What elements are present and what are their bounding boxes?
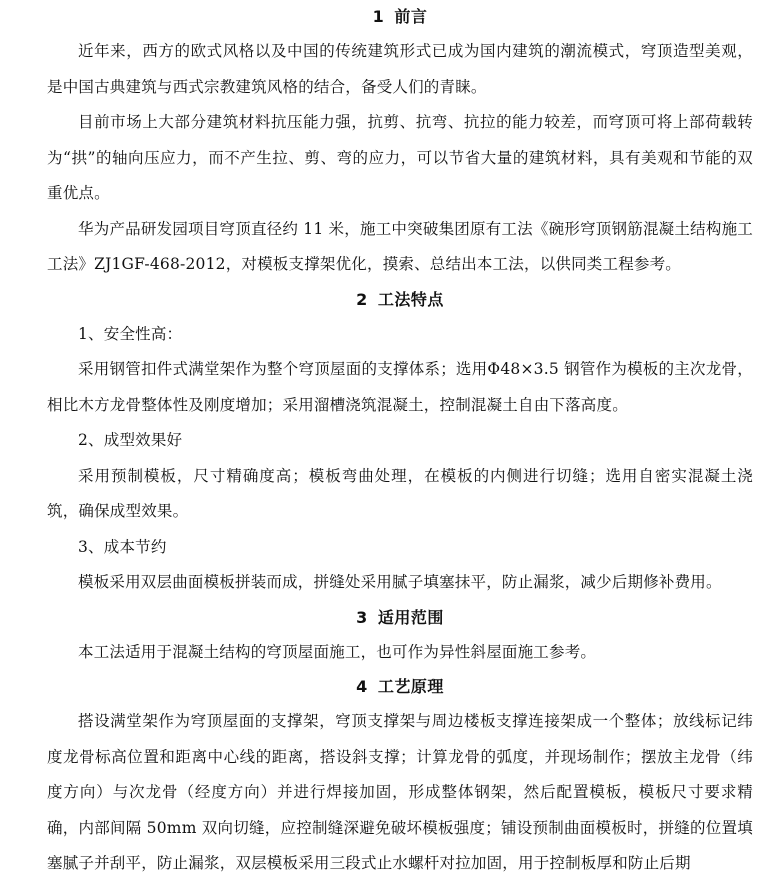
feature-label: 2、成型效果好 xyxy=(78,431,183,449)
section-number: 4 xyxy=(356,677,368,696)
section-heading-principle xyxy=(47,670,753,704)
section-title: 前言 xyxy=(394,7,428,26)
paragraph: 目前市场上大部分建筑材料抗压能力强，抗剪、抗弯、抗拉的能力较差，而穹顶可将上部荷载转为“拱”的轴向压应力，而不产生拉、剪、弯的应力，可以节省大量的建筑材料，具有美观和节能的双重优点。 xyxy=(47,113,753,202)
section-heading-preface xyxy=(47,0,753,34)
document-body xyxy=(47,0,753,882)
paragraph: 本工法适用于混凝土结构的穹顶屋面施工，也可作为异性斜屋面施工参考。 xyxy=(78,642,597,661)
paragraph: 搭设满堂架作为穹顶屋面的支撑架，穹顶支撑架与周边楼板支撑连接架成一个整体；放线标记纬度龙骨标高位置和距离中心线的距离，搭设斜支撑；计算龙骨的弧度，并现场制作；摆放主龙骨（纬度方向）与次龙骨（经度方向）并进行焊接加固，形成整体钢架，然后配置模板，模板尺寸要求精确，内部间隔 50mm 双向切缝，应控制缝深避免破坏模板强度；铺设预制曲面模板时，拼缝的位置填塞腻子并刮平，防止漏浆，双层模板采用三段式止水螺杆对拉加固，用于控制板厚和防止后期 xyxy=(47,712,753,872)
section-title: 工法特点 xyxy=(377,289,444,309)
section-title: 工艺原理 xyxy=(377,677,444,696)
paragraph: 近年来，西方的欧式风格以及中国的传统建筑形式已成为国内建筑的潮流模式，穹顶造型美观，是中国古典建筑与西式宗教建筑风格的结合，备受人们的青睐。 xyxy=(47,42,753,96)
feature-text: 采用钢管扣件式满堂架作为整个穹顶屋面的支撑体系；选用Φ48×3.5 钢管作为模板的主次龙骨，相比木方龙骨整体性及刚度增加；采用溜槽浇筑混凝土，控制混凝土自由下落高度。 xyxy=(47,360,753,414)
section-title: 适用范围 xyxy=(377,607,444,627)
feature-label: 1、安全性高： xyxy=(78,324,183,343)
section-number: 1 xyxy=(372,7,385,26)
section-number: 2 xyxy=(356,289,368,309)
section-heading-features xyxy=(47,283,753,317)
feature-text: 模板采用双层曲面模板拼装而成，拼缝处采用腻子填塞抹平，防止漏浆，减少后期修补费用。 xyxy=(78,573,722,591)
section-number: 3 xyxy=(356,607,368,627)
paragraph: 华为产品研发园项目穹顶直径约 11 米，施工中突破集团原有工法《碗形穹顶钢筋混凝土结构施工工法》ZJ1GF-468-2012，对模板支撑架优化，摸索、总结出本工法，以供同类工程参考。 xyxy=(47,219,753,273)
section-heading-scope xyxy=(47,601,753,635)
feature-text: 采用预制模板，尺寸精确度高；模板弯曲处理，在模板的内侧进行切缝；选用自密实混凝土浇筑，确保成型效果。 xyxy=(47,466,753,520)
feature-label: 3、成本节约 xyxy=(78,537,167,556)
